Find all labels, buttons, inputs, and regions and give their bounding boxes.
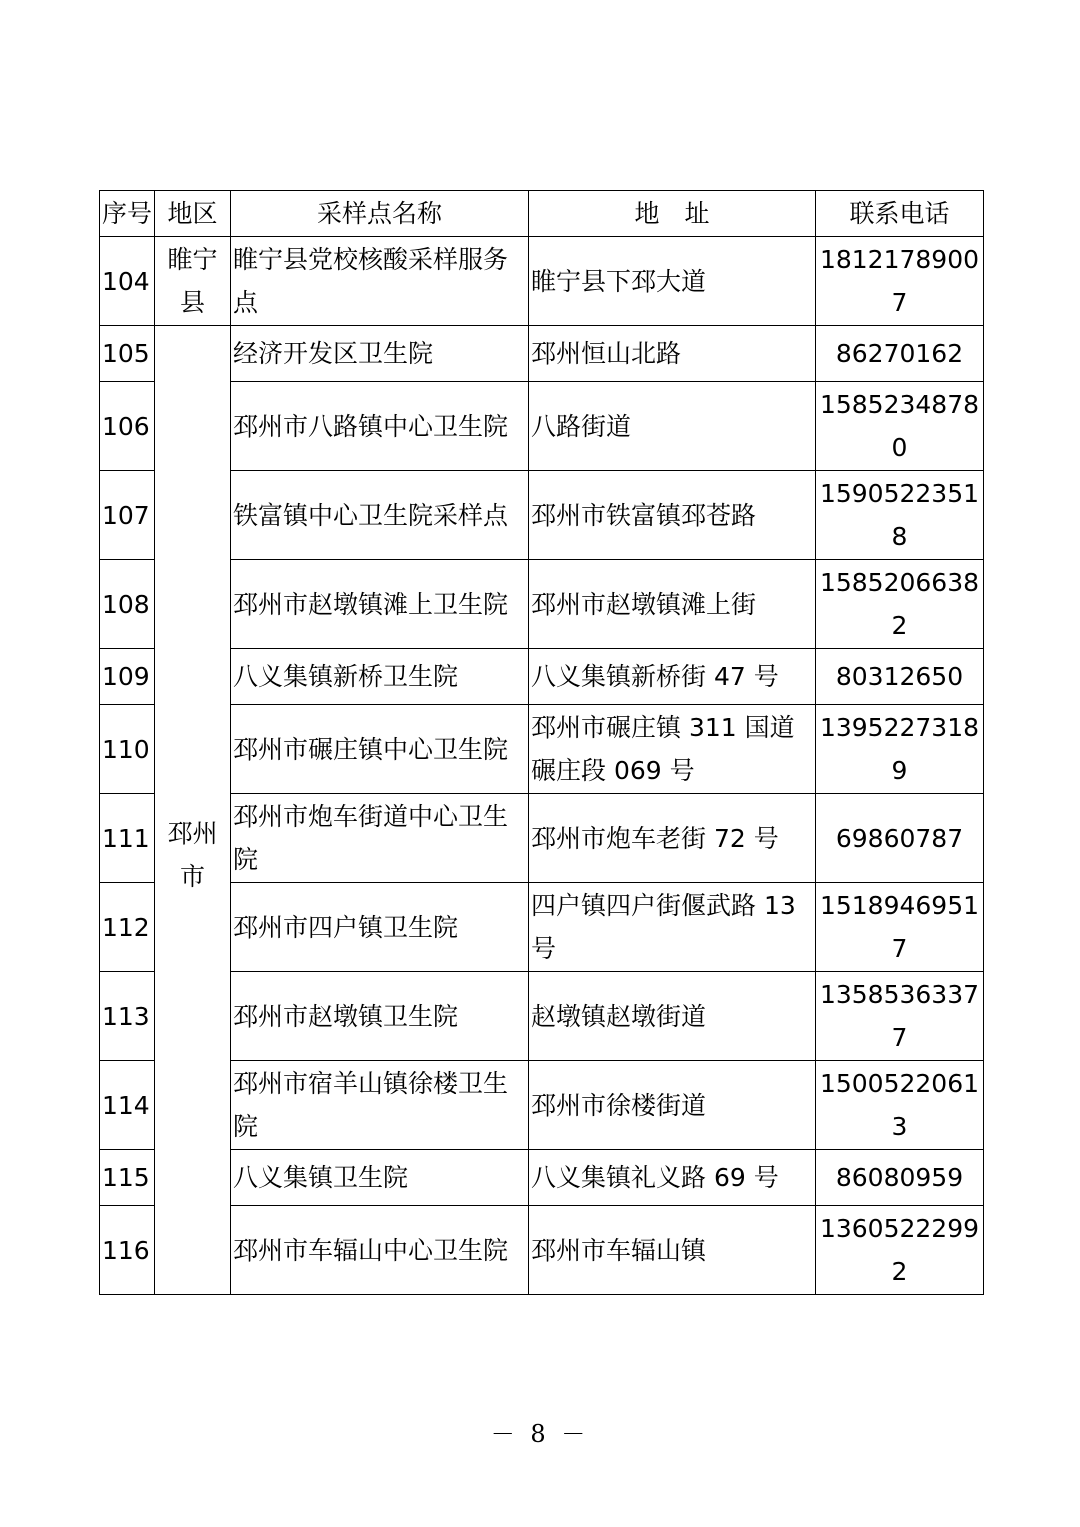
site-name: 八义集镇卫生院 (231, 1150, 529, 1206)
site-address: 邳州市赵墩镇滩上街 (529, 560, 816, 649)
table-row (100, 1150, 984, 1206)
site-phone: 13605222992 (816, 1206, 984, 1295)
site-name: 邳州市赵墩镇卫生院 (231, 972, 529, 1061)
row-number: 107 (100, 471, 155, 560)
header-name: 采样点名称 (231, 191, 529, 237)
table-row (100, 237, 984, 326)
site-name: 睢宁县党校核酸采样服务点 (231, 237, 529, 326)
site-phone: 69860787 (816, 794, 984, 883)
header-address: 地 址 (529, 191, 816, 237)
site-address: 八路街道 (529, 382, 816, 471)
site-name: 邳州市赵墩镇滩上卫生院 (231, 560, 529, 649)
site-name: 经济开发区卫生院 (231, 326, 529, 382)
row-number: 112 (100, 883, 155, 972)
site-name: 邳州市炮车街道中心卫生院 (231, 794, 529, 883)
table-row (100, 705, 984, 794)
site-phone: 80312650 (816, 649, 984, 705)
table-row (100, 560, 984, 649)
site-phone: 15905223518 (816, 471, 984, 560)
area-cell-suining: 睢宁县 (155, 237, 231, 326)
site-address: 邳州恒山北路 (529, 326, 816, 382)
row-number: 104 (100, 237, 155, 326)
site-address: 邳州市车辐山镇 (529, 1206, 816, 1295)
row-number: 113 (100, 972, 155, 1061)
header-area: 地区 (155, 191, 231, 237)
table-header-row (100, 191, 984, 237)
site-phone: 86270162 (816, 326, 984, 382)
table-row (100, 471, 984, 560)
site-name: 邳州市宿羊山镇徐楼卫生院 (231, 1061, 529, 1150)
site-name: 邳州市车辐山中心卫生院 (231, 1206, 529, 1295)
header-no: 序号 (100, 191, 155, 237)
table-row (100, 326, 984, 382)
table-row (100, 382, 984, 471)
row-number: 105 (100, 326, 155, 382)
table-row (100, 1061, 984, 1150)
table-row (100, 649, 984, 705)
row-number: 111 (100, 794, 155, 883)
row-number: 115 (100, 1150, 155, 1206)
header-phone: 联系电话 (816, 191, 984, 237)
table-row (100, 972, 984, 1061)
site-phone: 18121789007 (816, 237, 984, 326)
site-address: 四户镇四户街偃武路 13 号 (529, 883, 816, 972)
row-number: 108 (100, 560, 155, 649)
area-cell-pizhou: 邳州市 (155, 326, 231, 1295)
site-phone: 13585363377 (816, 972, 984, 1061)
table-row (100, 794, 984, 883)
site-address: 赵墩镇赵墩街道 (529, 972, 816, 1061)
row-number: 106 (100, 382, 155, 471)
site-address: 邳州市铁富镇邳苍路 (529, 471, 816, 560)
site-name: 邳州市碾庄镇中心卫生院 (231, 705, 529, 794)
site-address: 睢宁县下邳大道 (529, 237, 816, 326)
sampling-sites-table (99, 190, 984, 1295)
site-name: 邳州市八路镇中心卫生院 (231, 382, 529, 471)
site-address: 八义集镇新桥街 47 号 (529, 649, 816, 705)
site-phone: 15852348780 (816, 382, 984, 471)
site-name: 八义集镇新桥卫生院 (231, 649, 529, 705)
site-phone: 15852066382 (816, 560, 984, 649)
row-number: 116 (100, 1206, 155, 1295)
site-address: 八义集镇礼义路 69 号 (529, 1150, 816, 1206)
site-address: 邳州市徐楼街道 (529, 1061, 816, 1150)
site-address: 邳州市炮车老街 72 号 (529, 794, 816, 883)
site-name: 铁富镇中心卫生院采样点 (231, 471, 529, 560)
page-number: － 8 － (490, 1420, 590, 1448)
site-phone: 13952273189 (816, 705, 984, 794)
row-number: 110 (100, 705, 155, 794)
row-number: 109 (100, 649, 155, 705)
table-row (100, 1206, 984, 1295)
row-number: 114 (100, 1061, 155, 1150)
table-row (100, 883, 984, 972)
site-address: 邳州市碾庄镇 311 国道碾庄段 069 号 (529, 705, 816, 794)
site-phone: 15005220613 (816, 1061, 984, 1150)
site-phone: 15189469517 (816, 883, 984, 972)
site-phone: 86080959 (816, 1150, 984, 1206)
site-name: 邳州市四户镇卫生院 (231, 883, 529, 972)
